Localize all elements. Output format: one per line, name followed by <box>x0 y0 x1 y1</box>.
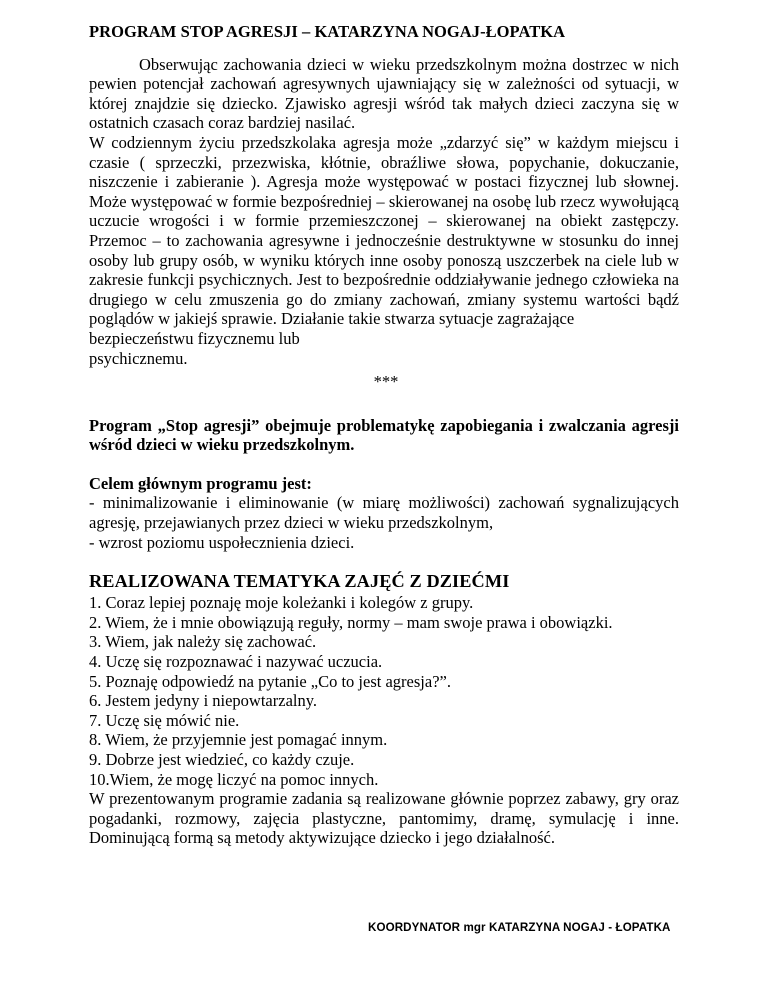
topic-item: 10.Wiem, że mogę liczyć na pomoc innych. <box>89 769 379 789</box>
goal-item-2: - wzrost poziomu uspołecznienia dzieci. <box>89 532 355 552</box>
closing-paragraph: W prezentowanym programie zadania są realizowane głównie poprzez zabawy, gry oraz pogadanki, rozmowy, zajęcia plastyczne, pantomimy, dramę, symulację i inne. Dominującą formą są metody aktywizujące dziecko i jego działalność. <box>89 789 679 848</box>
topic-item: 1. Coraz lepiej poznaję moje koleżanki i kolegów z grupy. <box>89 593 474 613</box>
intro-line-3: bezpieczeństwu fizycznemu lub <box>89 328 300 348</box>
goal-item-1: - minimalizowanie i eliminowanie (w miarę możliwości) zachowań sygnalizujących agresję, przejawianych przez dzieci w wieku przedszkolnym, <box>89 493 679 533</box>
intro-paragraph-1: Obserwując zachowania dzieci w wieku przedszkolnym można dostrzec w nich pewien potencjał zachowań agresywnych ujawniający się w zależności od sytuacji, w której znajdzie się dziecko. Zjawisko agresji wśród tak małych dzieci zaczyna się w ostatnich czasach coraz bardziej nasilać. <box>89 54 679 133</box>
document-title: PROGRAM STOP AGRESJI – KATARZYNA NOGAJ-ŁOPATKA <box>89 22 566 41</box>
topics-list <box>89 593 679 789</box>
topic-item: 5. Poznaję odpowiedź na pytanie „Co to jest agresja?”. <box>89 671 451 691</box>
intro-line-4: psychicznemu. <box>89 348 188 368</box>
topic-item: 4. Uczę się rozpoznawać i nazywać uczucia. <box>89 652 383 672</box>
document-body <box>89 22 679 848</box>
topic-item: 6. Jestem jedyny i niepowtarzalny. <box>89 691 318 711</box>
topics-heading: REALIZOWANA TEMATYKA ZAJĘĆ Z DZIEĆMI <box>89 571 510 592</box>
topic-item: 3. Wiem, jak należy się zachować. <box>89 632 317 652</box>
topic-item: 9. Dobrze jest wiedzieć, co każdy czuje. <box>89 750 355 769</box>
topic-item: 2. Wiem, że i mnie obowiązują reguły, normy – mam swoje prawa i obowiązki. <box>89 612 613 632</box>
topic-item: 8. Wiem, że przyjemnie jest pomagać innym. <box>89 730 388 750</box>
section-separator: *** <box>373 372 399 392</box>
intro-paragraph-2: W codziennym życiu przedszkolaka agresja może „zdarzyć się” w każdym miejscu i czasie ( sprzeczki, przezwiska, kłótnie, obraźliwe słowa, popychanie, dokuczanie, niszczenie i zabieranie ). Agresja może występować w postaci fizycznej lub słownej. Może występować w formie bezpośredniej – skierowanej na osobę lub rzecz wywołującą uczucie wrogości i w formie przemieszczonej – skierowanej na obiekt zastępczy. Przemoc – to zachowania agresywne i jednocześnie destruktywne w stosunku do innej osoby lub grupy osób, w wyniku których inne osoby ponoszą uszczerbek na ciele lub w zakresie funkcji psychicznych. Jest to bezpośrednie oddziaływanie jednego człowieka na drugiego w celu zmuszenia go do zmiany zachowań, zmiany systemu wartości bądź poglądów w jakiejś sprawie. Działanie takie stwarza sytuacje zagrażające <box>89 132 679 329</box>
footer-coordinator: KOORDYNATOR mgr KATARZYNA NOGAJ - ŁOPATKA <box>368 921 671 934</box>
program-statement: Program „Stop agresji” obejmuje problematykę zapobiegania i zwalczania agresji wśród dzieci w wieku przedszkolnym. <box>89 415 679 455</box>
topic-item: 7. Uczę się mówić nie. <box>89 710 240 730</box>
goal-heading: Celem głównym programu jest: <box>89 473 312 493</box>
